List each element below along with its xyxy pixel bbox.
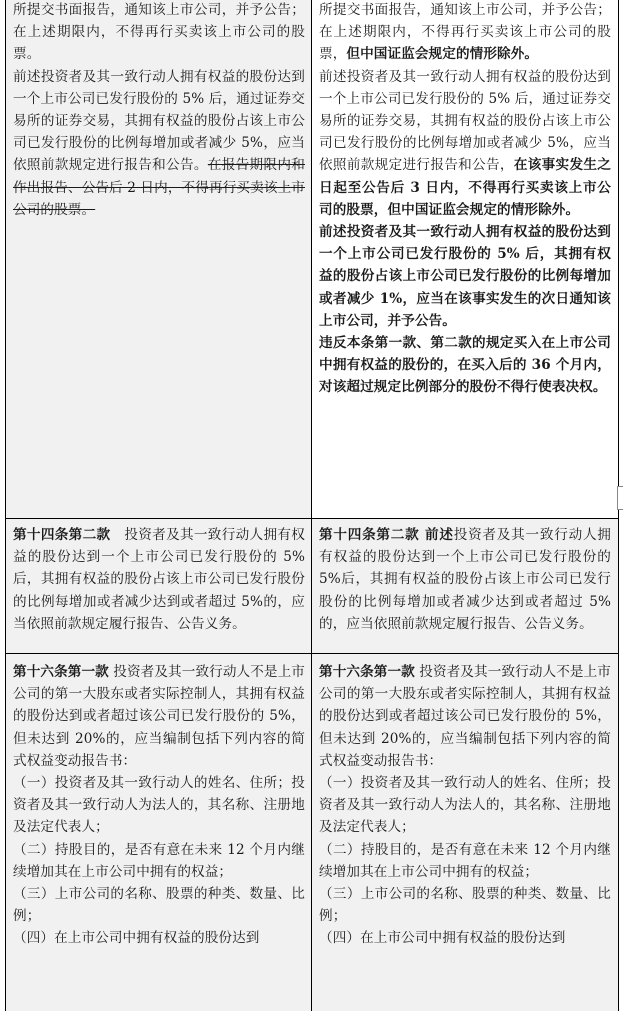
article-heading: 第十四条第二款 前述	[319, 527, 454, 543]
paragraph-text: 投资者及其一致行动人不是上市公司的第一大股东或者实际控制人，其拥有权益的股份达到或者超过该公司已发行股份的 5%，但未达到 20%的，应当编制包括下列内容的简式权益变动报告书：	[319, 664, 611, 769]
paragraph	[319, 0, 611, 66]
paragraph	[13, 524, 305, 635]
deleted-text: 在报告期限内和作出报告、公告后 2 日内，不得再行买卖该上市公司的股票。	[13, 157, 305, 218]
paragraph	[13, 66, 305, 221]
original-text-cell	[13, 0, 305, 221]
comparison-table	[5, 0, 619, 1011]
list-item: （二）持股目的，是否有意在未来 12 个月内继续增加其在上市公司中拥有的权益；	[13, 841, 305, 880]
original-text-cell	[13, 661, 305, 950]
paragraph-text: 前述投资者及其一致行动人拥有权益的股份达到一个上市公司已发行股份的 5% 后，通过证券交易所的证券交易，其拥有权益的股份占该上市公司已发行股份的比例每增加或者减少 5%，应当依照前款规定进行报告和公告。	[13, 68, 305, 174]
added-paragraph: 前述投资者及其一致行动人拥有权益的股份达到一个上市公司已发行股份的 5% 后，其拥有权益的股份占该上市公司已发行股份的比例每增加或者减少 1%，应当在该事实发生的次日通知该上市公司，并予公告。	[319, 224, 611, 329]
added-paragraph: 违反本条第一款、第二款的规定买入在上市公司中拥有权益的股份的，在买入后的 36 个月内，对该超过规定比例部分的股份不得行使表决权。	[319, 335, 611, 396]
paragraph-text: 所提交书面报告，通知该上市公司，并予公告；在上述期限内，不得再行买卖该上市公司的股票，	[319, 2, 611, 63]
list-item: （四）在上市公司中拥有权益的股份达到	[13, 930, 260, 947]
paragraph-text: 前述投资者及其一致行动人拥有权益的股份达到一个上市公司已发行股份的 5% 后，通过证券交易所的证券交易，其拥有权益的股份占该上市公司已发行股份的比例每增加或者减少 5%，应当依照前款规定进行报告和公告，	[319, 68, 611, 174]
revised-text-cell	[319, 0, 611, 399]
paragraph-text: 投资者及其一致行动人拥有权益的股份达到一个上市公司已发行股份的 5%后，其拥有权益的股份占该上市公司已发行股份的比例每增加或者减少达到或者超过 5%的，应当依照前款规定履行报告、公告义务。	[13, 527, 305, 632]
paragraph: 所提交书面报告，通知该上市公司，并予公告；在上述期限内，不得再行买卖该上市公司的股票。	[13, 2, 305, 63]
revised-text-cell	[319, 524, 611, 635]
article-heading: 第十六条第一款	[319, 664, 415, 680]
list-item: （一）投资者及其一致行动人的姓名、住所；投资者及其一致行动人为法人的，其名称、注册地及法定代表人；	[13, 775, 305, 836]
revised-text-cell	[319, 661, 611, 950]
paragraph	[319, 66, 611, 221]
article-heading: 第十六条第一款	[13, 664, 109, 680]
paragraph	[319, 524, 611, 635]
paragraph	[13, 661, 305, 772]
article-heading: 第十四条第二款	[13, 527, 111, 543]
list-item: （一）投资者及其一致行动人的姓名、住所；投资者及其一致行动人为法人的，其名称、注册地及法定代表人；	[319, 775, 611, 836]
paragraph	[319, 661, 611, 772]
added-text: 但中国证监会规定的情形除外。	[346, 46, 539, 63]
list-item: （三）上市公司的名称、股票的种类、数量、比例；	[13, 886, 305, 925]
paragraph-text: 投资者及其一致行动人拥有权益的股份达到一个上市公司已发行股份的 5%后，其拥有权益的股份占该上市公司已发行股份的比例每增加或者减少达到或者超过 5%的，应当依照前款规定履行报告、公告义务。	[319, 527, 611, 632]
original-text-cell	[13, 524, 305, 635]
added-text: 在该事实发生之日起至公告后 3 日内，不得再行买卖该上市公司的股票，但中国证监会规定的情形除外。	[319, 157, 611, 218]
paragraph-text: 投资者及其一致行动人不是上市公司的第一大股东或者实际控制人，其拥有权益的股份达到或者超过该公司已发行股份的 5%，但未达到 20%的，应当编制包括下列内容的简式权益变动报告书：	[13, 664, 305, 769]
list-item: （二）持股目的，是否有意在未来 12 个月内继续增加其在上市公司中拥有的权益；	[319, 841, 611, 880]
list-item: （四）在上市公司中拥有权益的股份达到	[319, 930, 566, 947]
list-item: （三）上市公司的名称、股票的种类、数量、比例；	[319, 886, 611, 925]
page-edge-marker	[617, 486, 623, 510]
